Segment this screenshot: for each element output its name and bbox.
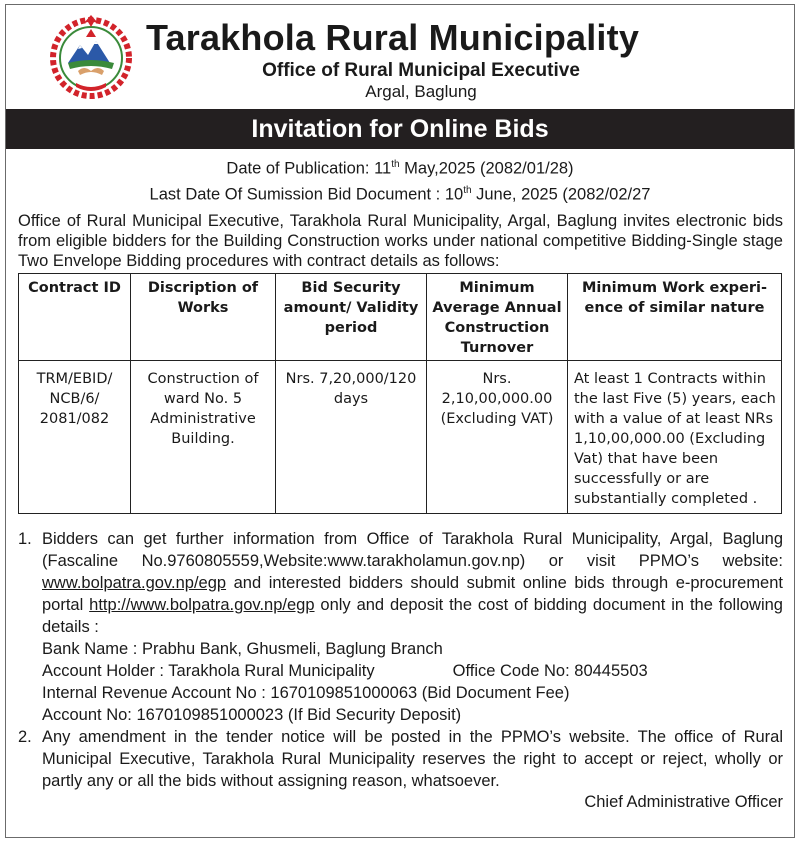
col-turnover: Minimum Average Annual Construction Turnover — [427, 274, 568, 361]
cell-bid-security: Nrs. 7,20,000/120 days — [276, 361, 427, 514]
submission-date-text: Last Date Of Sumission Bid Document : 10 — [149, 185, 464, 203]
note-number-2: 2. — [18, 728, 32, 746]
col-experience: Minimum Work experi-ence of similar nature — [568, 274, 782, 361]
office-code: Office Code No: 80445503 — [452, 662, 648, 680]
note-2-text: Any amendment in the tender notice will be posted in the PPMO’s website. The office of Rural Municipal Executive, Tarakhola Rural Municipality reserves the right to accept or reject, wholly or partly any or all the bids without assigning reason, whatsoever. — [42, 728, 783, 790]
internal-revenue-account: Internal Revenue Account No : 1670109851000063 (Bid Document Fee) — [42, 684, 570, 702]
col-contract-id: Contract ID — [19, 274, 131, 361]
note-1-text-a: Bidders can get further information from Office of Tarakhola Rural Municipality, Argal, Baglung (Fascaline No.9760805559,Website:www.tarakholamun.gov.np) or visit PPMO’s website: — [42, 530, 783, 570]
municipality-title: Tarakhola Rural Municipality — [146, 17, 640, 58]
account-holder-line — [42, 660, 783, 682]
table-row — [19, 361, 782, 514]
account-holder: Account Holder : Tarakhola Rural Municipality — [42, 662, 375, 680]
cell-experience: At least 1 Contracts within the last Five (5) years, each with a value of at least NRs 1,10,00,000.00 (Excluding Vat) that have been successfully or are substantially completed . — [568, 361, 782, 514]
note-item-2 — [18, 726, 783, 792]
submission-date-rest: June, 2025 (2082/02/27 — [471, 185, 651, 203]
signatory-title: Chief Administrative Officer — [584, 793, 783, 811]
contract-table — [18, 273, 782, 514]
egp-portal-link[interactable]: http://www.bolpatra.gov.np/egp — [89, 596, 315, 614]
notes-list — [6, 514, 794, 792]
publication-date-sup: th — [391, 159, 400, 170]
dates-block — [6, 154, 794, 205]
submission-date-sup: th — [463, 184, 472, 196]
cell-contract-id: TRM/EBID/ NCB/6/ 2081/082 — [19, 361, 131, 514]
publication-date-rest: May,2025 (2082/01/28) — [399, 159, 574, 178]
note-item-1 — [18, 528, 783, 726]
bank-name: Bank Name : Prabhu Bank, Ghusmeli, Baglung Branch — [42, 640, 443, 658]
security-account-no: Account No: 1670109851000023 (If Bid Security Deposit) — [42, 706, 462, 724]
publication-date-text: Date of Publication: 11 — [226, 159, 392, 178]
cell-description: Construction of ward No. 5 Administrative Building. — [131, 361, 276, 514]
bolpatra-link[interactable]: www.bolpatra.gov.np/egp — [42, 574, 227, 592]
notice-banner: Invitation for Online Bids — [6, 109, 794, 149]
header — [6, 5, 794, 105]
office-subtitle: Office of Rural Municipal Executive — [262, 60, 580, 81]
office-address: Argal, Baglung — [365, 82, 477, 101]
intro-paragraph: Office of Rural Municipal Executive, Tarakhola Rural Municipality, Argal, Baglung invites electronic bids from eligible bidders for the Building Construction works under national competitive Bidding-Single stage Two Envelope Bidding procedures with contract details as follows: — [18, 212, 783, 270]
publication-date — [6, 154, 794, 180]
cell-turnover: Nrs. 2,10,00,000.00 (Excluding VAT) — [427, 361, 568, 514]
col-bid-security: Bid Security amount/ Validity period — [276, 274, 427, 361]
note-1-text-c: only and deposit the cost of bidding document in the following details : — [42, 596, 783, 636]
notice-page — [5, 4, 795, 838]
submission-deadline — [6, 180, 794, 206]
col-description: Discription of Works — [131, 274, 276, 361]
note-number-1: 1. — [18, 530, 32, 548]
note-1-text-b: and interested bidders should submit online bids through e-procurement portal — [42, 574, 783, 614]
table-header-row — [19, 274, 782, 361]
